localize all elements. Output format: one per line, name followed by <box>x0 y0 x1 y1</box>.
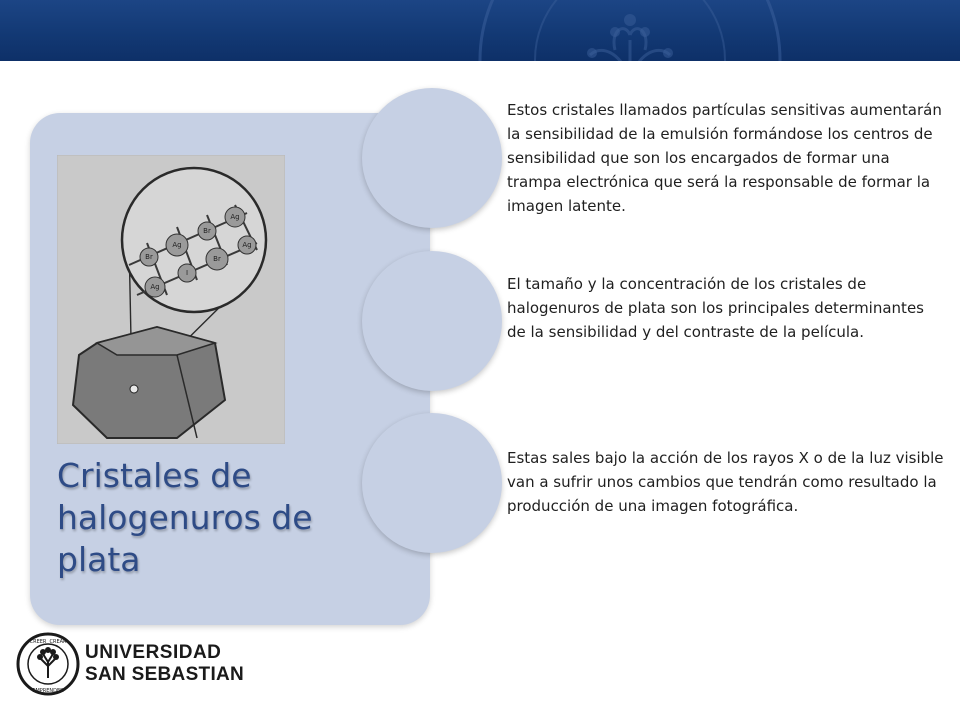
item-text: El tamaño y la concentración de los cristales de halogenuros de plata son los principales determinantes de la sensibilidad y del contraste de la película. <box>507 275 924 341</box>
bullet-circle <box>362 88 502 228</box>
lattice-label: Ag <box>242 241 252 249</box>
top-banner <box>0 0 960 61</box>
page-title: Cristales de halogenuros de plata <box>57 456 313 579</box>
university-logo <box>85 642 244 686</box>
lattice-label: Br <box>203 227 211 235</box>
lattice-label: Ag <box>172 241 182 249</box>
lattice-label: Br <box>145 253 153 261</box>
emblem-word: CREER <box>29 639 47 645</box>
item-text: Estos cristales llamados partículas sensitivas aumentarán la sensibilidad de la emulsión formándose los centros de sensibilidad que son los encargados de formar una trampa electrónica que será la responsable de formar la imagen latente. <box>507 101 942 215</box>
lattice-label: Ag <box>230 213 240 221</box>
seal-watermark-icon <box>330 0 930 61</box>
lattice-label: Ag <box>150 283 160 291</box>
crystal-lattice-figure <box>57 155 285 444</box>
emblem-word: CREAR <box>49 639 67 645</box>
bullet-circle <box>362 251 502 391</box>
logo-line-1: UNIVERSIDAD <box>85 642 222 663</box>
university-emblem-icon <box>16 632 80 696</box>
bullet-circle <box>362 413 502 553</box>
item-text: Estas sales bajo la acción de los rayos X o de la luz visible van a sufrir unos cambios que tendrán como resultado la producción de una imagen fotográfica. <box>507 449 944 515</box>
logo-line-2: SAN SEBASTIAN <box>85 664 245 685</box>
emblem-word: EMPRENDER <box>32 688 64 694</box>
lattice-label: Br <box>213 255 221 263</box>
lattice-label: I <box>185 269 189 277</box>
